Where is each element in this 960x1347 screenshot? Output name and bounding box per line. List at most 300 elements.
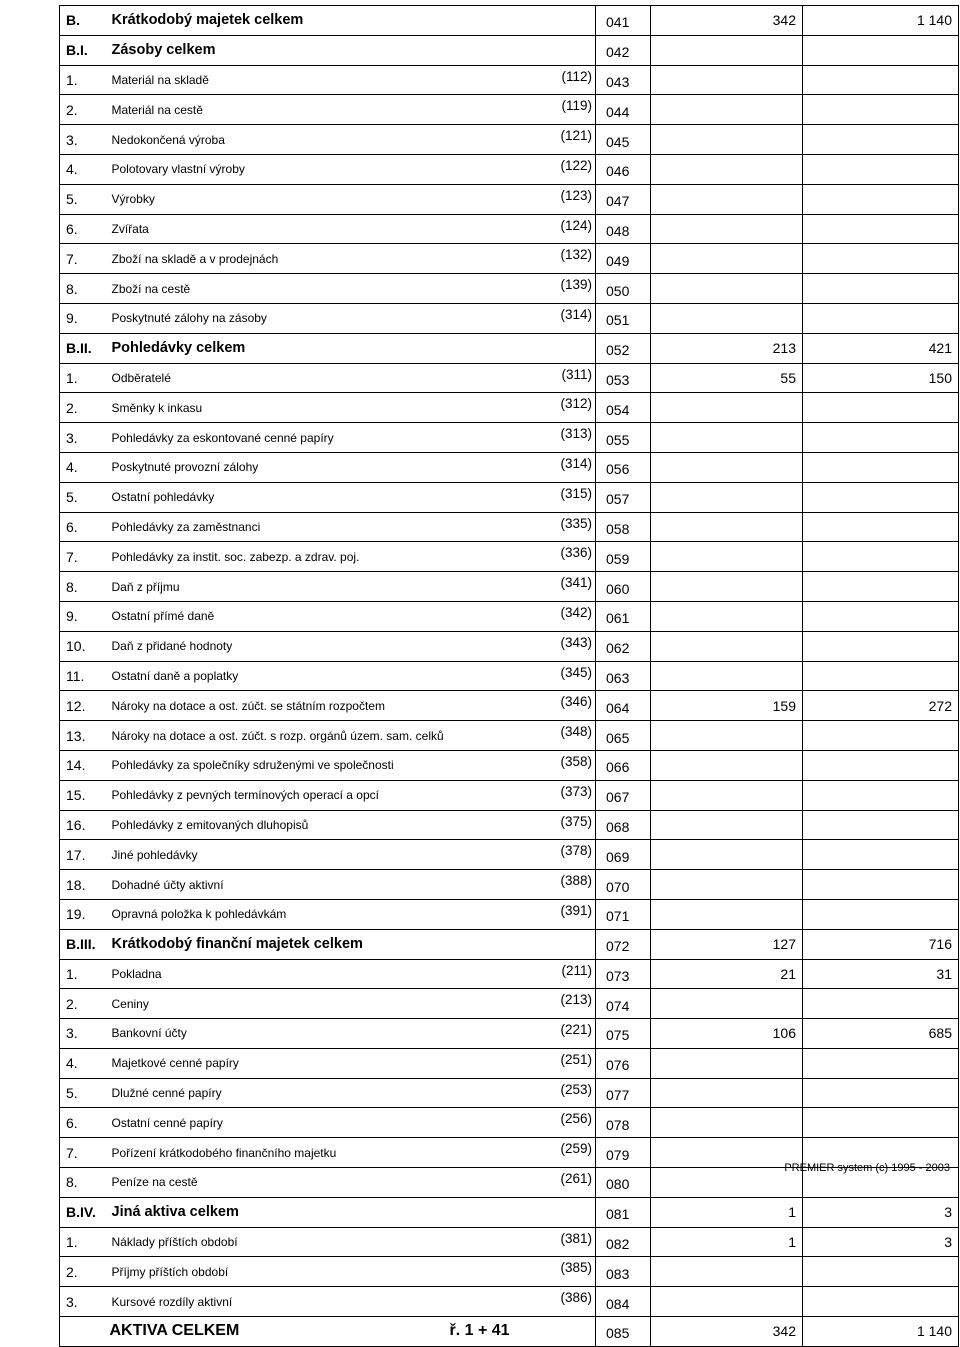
- table-row: [60, 95, 959, 125]
- value-netto: [803, 780, 959, 810]
- row-number: 9.: [60, 601, 110, 631]
- line-number: 042: [596, 35, 651, 65]
- line-number: 067: [596, 780, 651, 810]
- account-code: [542, 1197, 596, 1227]
- account-code: (119): [542, 95, 596, 125]
- row-name: [110, 1317, 542, 1347]
- account-code: (381): [542, 1227, 596, 1257]
- row-number: 3.: [60, 1287, 110, 1317]
- line-number: 071: [596, 899, 651, 929]
- row-name: Kursové rozdíly aktivní: [110, 1287, 542, 1317]
- row-name: Zásoby celkem: [110, 35, 542, 65]
- table-row: [60, 65, 959, 95]
- table-row: [60, 840, 959, 870]
- row-number: 5.: [60, 482, 110, 512]
- value-netto: 716: [803, 929, 959, 959]
- row-number: B.: [60, 6, 110, 36]
- row-name: Peníze na cestě: [110, 1168, 542, 1198]
- table-row: [60, 691, 959, 721]
- row-number: 4.: [60, 452, 110, 482]
- row-name: Výrobky: [110, 184, 542, 214]
- account-code: (314): [542, 452, 596, 482]
- row-name: Polotovary vlastní výroby: [110, 154, 542, 184]
- row-name: Pohledávky za zaměstnanci: [110, 512, 542, 542]
- row-number: 5.: [60, 1078, 110, 1108]
- line-number: 052: [596, 333, 651, 363]
- row-number: 13.: [60, 721, 110, 751]
- row-number: 14.: [60, 750, 110, 780]
- table-row: [60, 423, 959, 453]
- table-row: [60, 810, 959, 840]
- value-netto: [803, 482, 959, 512]
- account-code: (314): [542, 303, 596, 333]
- account-code: (378): [542, 840, 596, 870]
- value-netto: [803, 274, 959, 304]
- value-brutto: 127: [651, 929, 803, 959]
- row-number: B.III.: [60, 929, 110, 959]
- line-number: 080: [596, 1168, 651, 1198]
- row-name: Jiné pohledávky: [110, 840, 542, 870]
- value-brutto: [651, 572, 803, 602]
- total-label: AKTIVA CELKEM: [109, 1322, 240, 1340]
- value-brutto: [651, 65, 803, 95]
- value-netto: [803, 899, 959, 929]
- account-code: (385): [542, 1257, 596, 1287]
- table-row: [60, 303, 959, 333]
- row-number: [60, 1317, 110, 1347]
- row-name: Zvířata: [110, 214, 542, 244]
- line-number: 045: [596, 125, 651, 155]
- account-code: (388): [542, 870, 596, 900]
- value-netto: [803, 721, 959, 751]
- line-number: 046: [596, 154, 651, 184]
- account-code: (386): [542, 1287, 596, 1317]
- account-code: (256): [542, 1108, 596, 1138]
- line-number: 058: [596, 512, 651, 542]
- account-code: (391): [542, 899, 596, 929]
- row-number: 7.: [60, 542, 110, 572]
- account-code: (345): [542, 661, 596, 691]
- value-netto: [803, 1287, 959, 1317]
- row-name: Pohledávky z pevných termínových operací a opcí: [110, 780, 542, 810]
- row-number: 10.: [60, 631, 110, 661]
- line-number: 079: [596, 1138, 651, 1168]
- line-number: 069: [596, 840, 651, 870]
- value-netto: [803, 214, 959, 244]
- row-number: 6.: [60, 1108, 110, 1138]
- account-code: (213): [542, 989, 596, 1019]
- row-name: Ceniny: [110, 989, 542, 1019]
- account-code: (348): [542, 721, 596, 751]
- value-netto: 150: [803, 363, 959, 393]
- row-name: Poskytnuté provozní zálohy: [110, 452, 542, 482]
- line-number: 048: [596, 214, 651, 244]
- line-number: 084: [596, 1287, 651, 1317]
- account-code: [542, 333, 596, 363]
- value-brutto: [651, 810, 803, 840]
- row-number: 12.: [60, 691, 110, 721]
- row-number: B.II.: [60, 333, 110, 363]
- row-name: Náklady příštích období: [110, 1227, 542, 1257]
- row-number: 6.: [60, 214, 110, 244]
- line-number: 050: [596, 274, 651, 304]
- account-code: (341): [542, 572, 596, 602]
- line-number: 043: [596, 65, 651, 95]
- value-brutto: [651, 184, 803, 214]
- value-netto: [803, 572, 959, 602]
- line-number: 051: [596, 303, 651, 333]
- account-code: [542, 6, 596, 36]
- account-code: (343): [542, 631, 596, 661]
- assets-table-body: [60, 6, 959, 1347]
- row-name: Poskytnuté zálohy na zásoby: [110, 303, 542, 333]
- line-number: 078: [596, 1108, 651, 1138]
- row-name: Majetkové cenné papíry: [110, 1048, 542, 1078]
- line-number: 085: [596, 1317, 651, 1347]
- table-row: [60, 661, 959, 691]
- row-name: Nároky na dotace a ost. zúčt. s rozp. orgánů územ. sam. celků: [110, 721, 542, 751]
- value-netto: 3: [803, 1197, 959, 1227]
- line-number: 072: [596, 929, 651, 959]
- value-brutto: 1: [651, 1227, 803, 1257]
- table-row: [60, 482, 959, 512]
- line-number: 057: [596, 482, 651, 512]
- row-name: Dlužné cenné papíry: [110, 1078, 542, 1108]
- value-brutto: [651, 780, 803, 810]
- table-row: [60, 214, 959, 244]
- account-code: (132): [542, 244, 596, 274]
- value-brutto: 55: [651, 363, 803, 393]
- value-brutto: [651, 482, 803, 512]
- value-brutto: [651, 35, 803, 65]
- value-brutto: [651, 542, 803, 572]
- row-name: Pokladna: [110, 959, 542, 989]
- table-row: [60, 721, 959, 751]
- value-netto: [803, 393, 959, 423]
- row-name: Ostatní cenné papíry: [110, 1108, 542, 1138]
- table-row: [60, 1287, 959, 1317]
- line-number: 068: [596, 810, 651, 840]
- table-row: [60, 244, 959, 274]
- row-number: 16.: [60, 810, 110, 840]
- value-netto: [803, 154, 959, 184]
- value-brutto: [651, 1287, 803, 1317]
- table-row: [60, 750, 959, 780]
- row-number: 5.: [60, 184, 110, 214]
- value-netto: 685: [803, 1019, 959, 1049]
- account-code: (335): [542, 512, 596, 542]
- value-netto: [803, 35, 959, 65]
- table-row: [60, 1257, 959, 1287]
- account-code: [542, 929, 596, 959]
- value-brutto: [651, 154, 803, 184]
- section-row: [60, 6, 959, 36]
- value-brutto: [651, 423, 803, 453]
- row-name: Ostatní daně a poplatky: [110, 661, 542, 691]
- line-number: 066: [596, 750, 651, 780]
- row-name: Jiná aktiva celkem: [110, 1197, 542, 1227]
- table-row: [60, 1048, 959, 1078]
- table-row: [60, 363, 959, 393]
- line-number: 055: [596, 423, 651, 453]
- account-code: (211): [542, 959, 596, 989]
- account-code: (311): [542, 363, 596, 393]
- row-number: 4.: [60, 154, 110, 184]
- value-netto: 3: [803, 1227, 959, 1257]
- row-name: Pohledávky za eskontované cenné papíry: [110, 423, 542, 453]
- line-number: 083: [596, 1257, 651, 1287]
- value-netto: 31: [803, 959, 959, 989]
- table-row: [60, 631, 959, 661]
- row-number: 7.: [60, 244, 110, 274]
- line-number: 054: [596, 393, 651, 423]
- value-netto: [803, 661, 959, 691]
- account-code: (251): [542, 1048, 596, 1078]
- value-netto: [803, 423, 959, 453]
- value-brutto: 106: [651, 1019, 803, 1049]
- line-number: 073: [596, 959, 651, 989]
- value-brutto: [651, 601, 803, 631]
- row-name: Ostatní pohledávky: [110, 482, 542, 512]
- table-row: [60, 1078, 959, 1108]
- row-number: 1.: [60, 65, 110, 95]
- value-netto: [803, 1257, 959, 1287]
- row-name: Krátkodobý majetek celkem: [110, 6, 542, 36]
- value-brutto: [651, 393, 803, 423]
- row-name: Zboží na cestě: [110, 274, 542, 304]
- row-number: 8.: [60, 274, 110, 304]
- account-code: (346): [542, 691, 596, 721]
- row-number: 9.: [60, 303, 110, 333]
- value-brutto: [651, 631, 803, 661]
- value-brutto: 159: [651, 691, 803, 721]
- value-brutto: [651, 1078, 803, 1108]
- table-row: [60, 1227, 959, 1257]
- section-row: [60, 929, 959, 959]
- value-netto: [803, 512, 959, 542]
- value-brutto: 342: [651, 6, 803, 36]
- line-number: 064: [596, 691, 651, 721]
- value-netto: 1 140: [803, 6, 959, 36]
- row-number: 1.: [60, 959, 110, 989]
- footer-credit: PREMIER system (c) 1995 - 2003: [784, 1162, 950, 1174]
- line-number: 082: [596, 1227, 651, 1257]
- value-netto: [803, 870, 959, 900]
- account-code: (336): [542, 542, 596, 572]
- line-number: 056: [596, 452, 651, 482]
- row-number: 2.: [60, 95, 110, 125]
- table-row: [60, 959, 959, 989]
- row-name: Dohadné účty aktivní: [110, 870, 542, 900]
- row-name: Pohledávky za společníky sdruženými ve společnosti: [110, 750, 542, 780]
- value-brutto: [651, 244, 803, 274]
- account-code: (221): [542, 1019, 596, 1049]
- account-code: (123): [542, 184, 596, 214]
- account-code: (121): [542, 125, 596, 155]
- account-code: (139): [542, 274, 596, 304]
- table-row: [60, 780, 959, 810]
- value-brutto: [651, 95, 803, 125]
- section-row: [60, 35, 959, 65]
- table-row: [60, 1108, 959, 1138]
- value-brutto: [651, 512, 803, 542]
- account-code: (124): [542, 214, 596, 244]
- line-number: 070: [596, 870, 651, 900]
- line-number: 047: [596, 184, 651, 214]
- account-code: (315): [542, 482, 596, 512]
- value-brutto: 213: [651, 333, 803, 363]
- line-number: 075: [596, 1019, 651, 1049]
- row-number: 2.: [60, 393, 110, 423]
- line-number: 049: [596, 244, 651, 274]
- table-row: [60, 452, 959, 482]
- row-name: Nároky na dotace a ost. zúčt. se státním rozpočtem: [110, 691, 542, 721]
- row-name: Opravná položka k pohledávkám: [110, 899, 542, 929]
- value-brutto: [651, 303, 803, 333]
- assets-table: [59, 5, 959, 1347]
- value-netto: [803, 542, 959, 572]
- value-brutto: 1: [651, 1197, 803, 1227]
- account-code: (313): [542, 423, 596, 453]
- row-name: Ostatní přímé daně: [110, 601, 542, 631]
- value-netto: 272: [803, 691, 959, 721]
- section-row: [60, 333, 959, 363]
- value-netto: [803, 1108, 959, 1138]
- value-brutto: [651, 870, 803, 900]
- line-number: 077: [596, 1078, 651, 1108]
- value-brutto: [651, 1138, 803, 1168]
- row-number: 3.: [60, 125, 110, 155]
- total-row: [60, 1317, 959, 1347]
- row-number: 6.: [60, 512, 110, 542]
- value-brutto: 342: [651, 1317, 803, 1347]
- row-number: 11.: [60, 661, 110, 691]
- row-number: 19.: [60, 899, 110, 929]
- value-brutto: [651, 214, 803, 244]
- value-netto: [803, 840, 959, 870]
- table-row: [60, 1019, 959, 1049]
- row-name: Materiál na cestě: [110, 95, 542, 125]
- table-row: [60, 154, 959, 184]
- row-number: 17.: [60, 840, 110, 870]
- row-number: 8.: [60, 1168, 110, 1198]
- table-row: [60, 542, 959, 572]
- account-code: (112): [542, 65, 596, 95]
- line-number: 061: [596, 601, 651, 631]
- account-code: [542, 35, 596, 65]
- value-netto: [803, 989, 959, 1019]
- row-name: Pořízení krátkodobého finančního majetku: [110, 1138, 542, 1168]
- row-number: 3.: [60, 1019, 110, 1049]
- value-brutto: [651, 274, 803, 304]
- value-brutto: [651, 125, 803, 155]
- row-name: Bankovní účty: [110, 1019, 542, 1049]
- row-name: Odběratelé: [110, 363, 542, 393]
- account-code: (122): [542, 154, 596, 184]
- value-brutto: [651, 1168, 803, 1198]
- value-netto: 1 140: [803, 1317, 959, 1347]
- value-netto: [803, 750, 959, 780]
- value-netto: [803, 244, 959, 274]
- total-reference: ř. 1 + 41: [449, 1322, 510, 1340]
- value-brutto: [651, 989, 803, 1019]
- row-number: 3.: [60, 423, 110, 453]
- table-row: [60, 870, 959, 900]
- account-code: [542, 1317, 596, 1347]
- line-number: 053: [596, 363, 651, 393]
- table-row: [60, 184, 959, 214]
- row-name: Směnky k inkasu: [110, 393, 542, 423]
- section-row: [60, 1197, 959, 1227]
- row-number: 8.: [60, 572, 110, 602]
- table-row: [60, 572, 959, 602]
- row-name: Příjmy příštích období: [110, 1257, 542, 1287]
- account-code: (342): [542, 601, 596, 631]
- value-netto: [803, 452, 959, 482]
- row-number: 2.: [60, 1257, 110, 1287]
- row-name: Materiál na skladě: [110, 65, 542, 95]
- row-number: 15.: [60, 780, 110, 810]
- value-netto: [803, 95, 959, 125]
- line-number: 076: [596, 1048, 651, 1078]
- row-name: Daň z příjmu: [110, 572, 542, 602]
- row-name: Nedokončená výroba: [110, 125, 542, 155]
- value-netto: [803, 303, 959, 333]
- line-number: 063: [596, 661, 651, 691]
- value-brutto: [651, 1048, 803, 1078]
- value-brutto: [651, 452, 803, 482]
- value-netto: [803, 184, 959, 214]
- row-name: Krátkodobý finanční majetek celkem: [110, 929, 542, 959]
- row-number: B.I.: [60, 35, 110, 65]
- row-number: 1.: [60, 363, 110, 393]
- value-netto: [803, 125, 959, 155]
- account-code: (358): [542, 750, 596, 780]
- row-name: Pohledávky za instit. soc. zabezp. a zdrav. poj.: [110, 542, 542, 572]
- row-number: 7.: [60, 1138, 110, 1168]
- row-name: Daň z přidané hodnoty: [110, 631, 542, 661]
- value-brutto: [651, 1108, 803, 1138]
- table-row: [60, 512, 959, 542]
- account-code: (312): [542, 393, 596, 423]
- value-netto: [803, 1078, 959, 1108]
- row-number: 2.: [60, 989, 110, 1019]
- value-netto: [803, 810, 959, 840]
- line-number: 059: [596, 542, 651, 572]
- account-code: (259): [542, 1138, 596, 1168]
- value-netto: [803, 1048, 959, 1078]
- row-number: 1.: [60, 1227, 110, 1257]
- value-brutto: [651, 899, 803, 929]
- table-row: [60, 899, 959, 929]
- value-brutto: 21: [651, 959, 803, 989]
- line-number: 081: [596, 1197, 651, 1227]
- row-number: 18.: [60, 870, 110, 900]
- row-name: Zboží na skladě a v prodejnách: [110, 244, 542, 274]
- account-code: (261): [542, 1168, 596, 1198]
- table-row: [60, 125, 959, 155]
- table-row: [60, 274, 959, 304]
- value-brutto: [651, 721, 803, 751]
- value-brutto: [651, 661, 803, 691]
- row-name: Pohledávky z emitovaných dluhopisů: [110, 810, 542, 840]
- value-netto: [803, 601, 959, 631]
- account-code: (373): [542, 780, 596, 810]
- value-brutto: [651, 750, 803, 780]
- value-brutto: [651, 840, 803, 870]
- line-number: 044: [596, 95, 651, 125]
- value-brutto: [651, 1257, 803, 1287]
